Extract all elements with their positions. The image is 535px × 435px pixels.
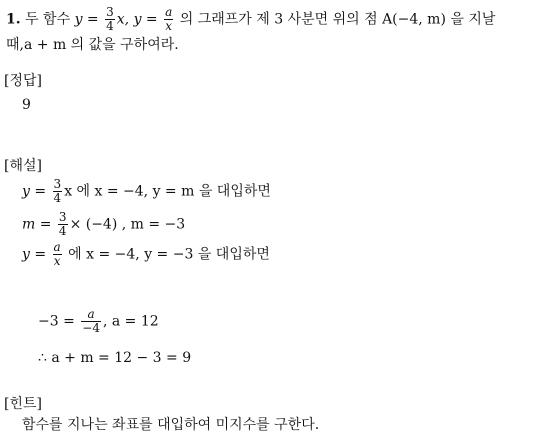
eq1-fraction (105, 6, 115, 33)
expl1-denominator: 4 (53, 191, 62, 205)
answer-value: 9 (22, 97, 31, 113)
expl3-rest: 에 x = −4, y = −3 을 대입하면 (68, 246, 270, 263)
expl4-lhs: −3 = (38, 313, 75, 330)
answer-header: [정답] (4, 73, 42, 89)
expl4-fraction (81, 308, 101, 335)
expl2-lhs: m = (22, 216, 52, 233)
eq2-numerator: a (165, 5, 173, 19)
expl4-rest: , a = 12 (102, 313, 159, 330)
eq1-denominator: 4 (106, 19, 114, 33)
hint-header: [힌트] (4, 396, 42, 412)
eq1-lhs: y = (74, 11, 99, 28)
expl1-rest: x 에 x = −4, y = m 을 대입하면 (64, 183, 271, 200)
expl4-denominator: −4 (82, 321, 100, 335)
eq1-tail: x, (116, 11, 130, 28)
eq2-fraction (164, 6, 173, 33)
expl3-fraction (53, 241, 62, 268)
explanation-line-3 (22, 241, 270, 268)
expl2-fraction (58, 211, 68, 238)
expl3-numerator: a (53, 240, 61, 254)
expl2-numerator: 3 (58, 210, 67, 224)
expl3-lhs: y = (22, 246, 47, 263)
explanation-line-4 (38, 308, 159, 335)
problem-number: 1. (6, 11, 21, 28)
eq1-numerator: 3 (106, 5, 114, 19)
expl2-denominator: 4 (58, 224, 67, 238)
eq2-denominator: x (165, 19, 173, 33)
explanation-line-1 (22, 178, 271, 205)
eq2-lhs: y = (133, 11, 158, 28)
expl3-denominator: x (53, 254, 61, 268)
problem-text-a: 두 함수 (25, 11, 71, 28)
expl4-numerator: a (87, 307, 95, 321)
problem-line-1 (6, 6, 495, 33)
problem-line-2: 때,a + m 의 값을 구하여라. (6, 37, 179, 53)
explanation-line-2 (22, 211, 185, 238)
problem-text-b: 의 그래프가 제 3 사분면 위의 점 A(−4, m) 을 지날 (179, 11, 496, 28)
explanation-header: [해설] (4, 158, 42, 174)
expl1-lhs: y = (22, 183, 47, 200)
hint-text: 함수를 지나는 좌표를 대입하여 미지수를 구한다. (22, 417, 320, 433)
expl2-rest: × (−4) , m = −3 (69, 216, 186, 233)
expl1-fraction (53, 178, 63, 205)
expl1-numerator: 3 (53, 177, 62, 191)
explanation-line-5: ∴ a + m = 12 − 3 = 9 (38, 350, 192, 366)
